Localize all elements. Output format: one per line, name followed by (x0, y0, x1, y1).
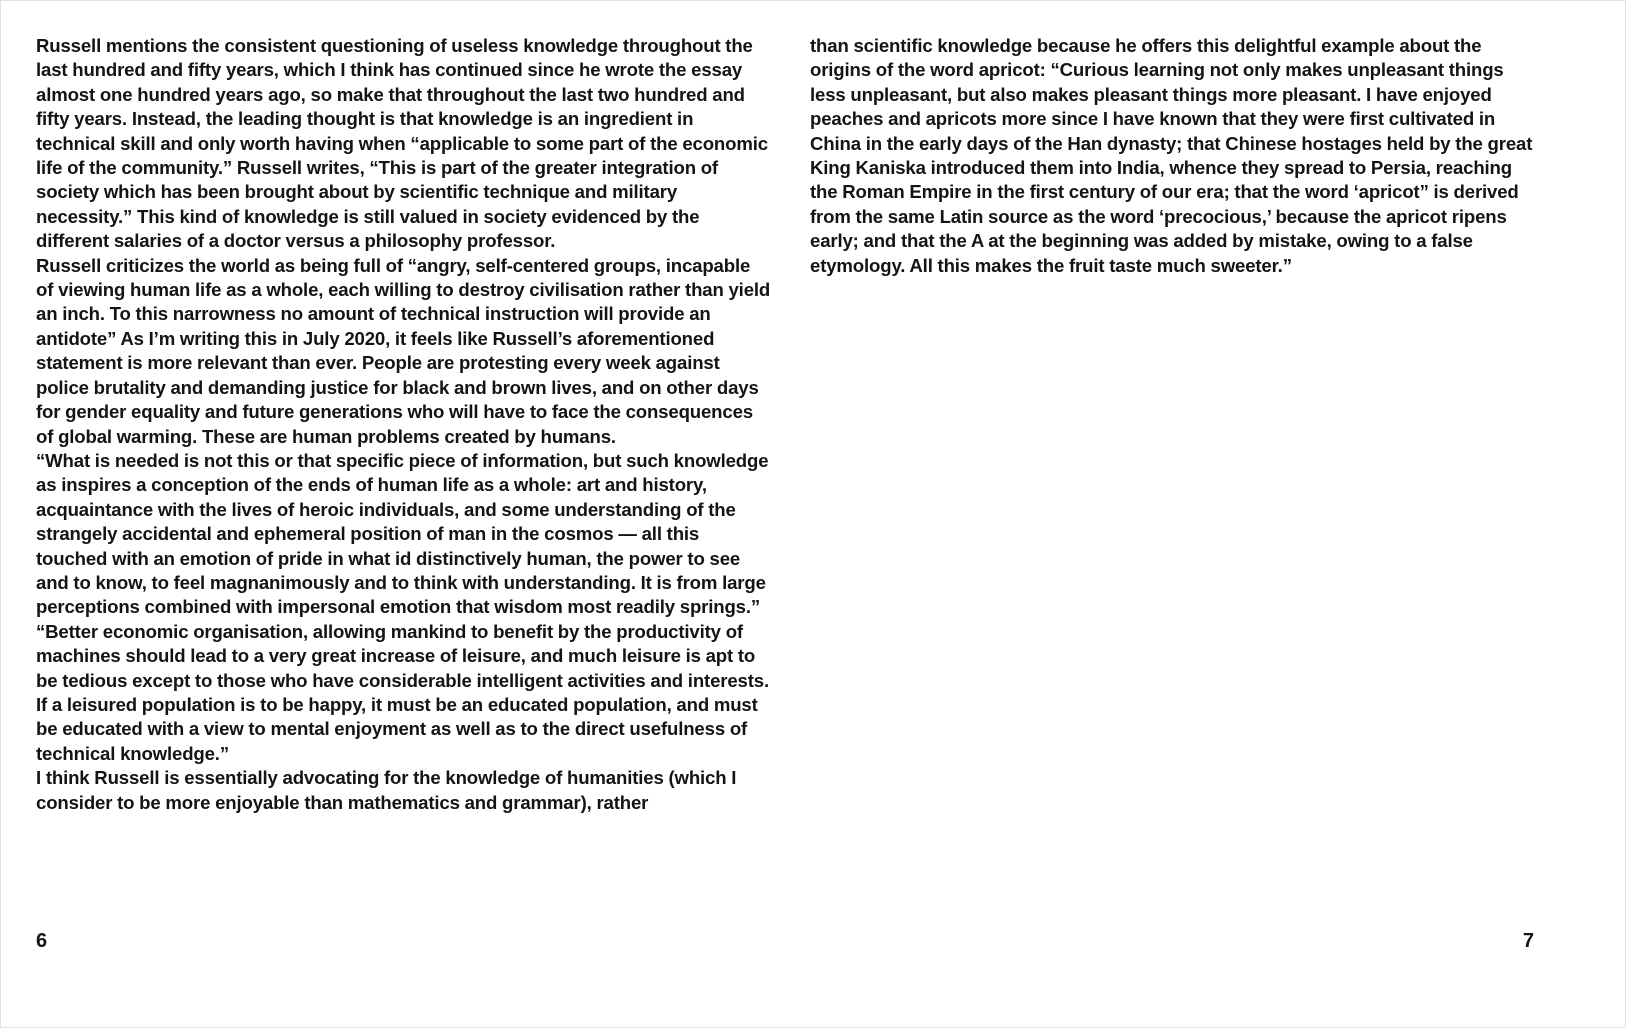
paragraph: Russell mentions the consistent questioning of useless knowledge throughout the last hundred and fifty years, which I think has continued since he wrote the essay almost one hundred years ago, so make that throughout the last two hundred and fifty years. Instead, the leading thought is that knowledge is an ingredient in technical skill and only worth having when “applicable to some part of the economic life of the community.” Russell writes, “This is part of the greater integration of society which has been brought about by scientific technique and military necessity.” This kind of knowledge is still valued in society evidenced by the different salaries of a doctor versus a philosophy professor. (36, 35, 768, 252)
indented-quote-block: “Better economic organisation, allowing mankind to benefit by the productivity of machines should lead to a very great increase of leisure, and much leisure is apt to be tedious except to those who have considerable intelligent activities and interests. If a leisured population is to be happy, it must be an educated population, and must be educated with a view to mental enjoyment as well as to the direct usefulness of technical knowledge.” (36, 620, 769, 764)
left-page-text-column (36, 34, 772, 815)
paragraph: I think Russell is essentially advocating for the knowledge of humanities (which I consider to be more enjoyable than mathematics and grammar), rather (36, 767, 737, 813)
paragraph: “What is needed is not this or that specific piece of information, but such knowledge as inspires a conception of the ends of human life as a whole: art and history, acquaintance with the lives of heroic individuals, and some understanding of the strangely accidental and ephemeral position of man in the cosmos — all this touched with an emotion of pride in what id distinctively human, the power to see and to know, to feel magnanimously and to think with understanding. It is from large perceptions combined with impersonal emotion that wisdom most readily springs.” (36, 449, 769, 618)
right-page-text-column (810, 34, 1544, 278)
page-number-right: 7 (1522, 930, 1534, 952)
page-number-left: 6 (36, 930, 48, 952)
paragraph: than scientific knowledge because he offers this delightful example about the origins of the word apricot: “Curious learning not only makes unpleasant things less unpleasant, but also makes pleasant things more pleasant. I have enjoyed peaches and apricots more since I have known that they were first cultivated in China in the early days of the Han dynasty; that Chinese hostages held by the great King Kaniska introduced them into India, whence they spread to Persia, reaching the Roman Empire in the first century of our era; that the word ‘apricot” is derived from the same Latin source as the word ‘precocious,’ because the apricot ripens early; and that the A at the beginning was added by mistake, owing to a false etymology. All this makes the fruit taste much sweeter.” (810, 35, 1533, 276)
indented-quote-block: Russell criticizes the world as being full of “angry, self-centered groups, incapable of viewing human life as a whole, each willing to destroy civilisation rather than yield an inch. To this narrowness no amount of technical instruction will provide an antidote” As I’m writing this in July 2020, it feels like Russell’s aforementioned statement is more relevant than ever. People are protesting every week against police brutality and demanding justice for black and brown lives, and on other days for gender equality and future generations who will have to face the consequences of global warming. These are human problems created by humans. (36, 254, 771, 447)
